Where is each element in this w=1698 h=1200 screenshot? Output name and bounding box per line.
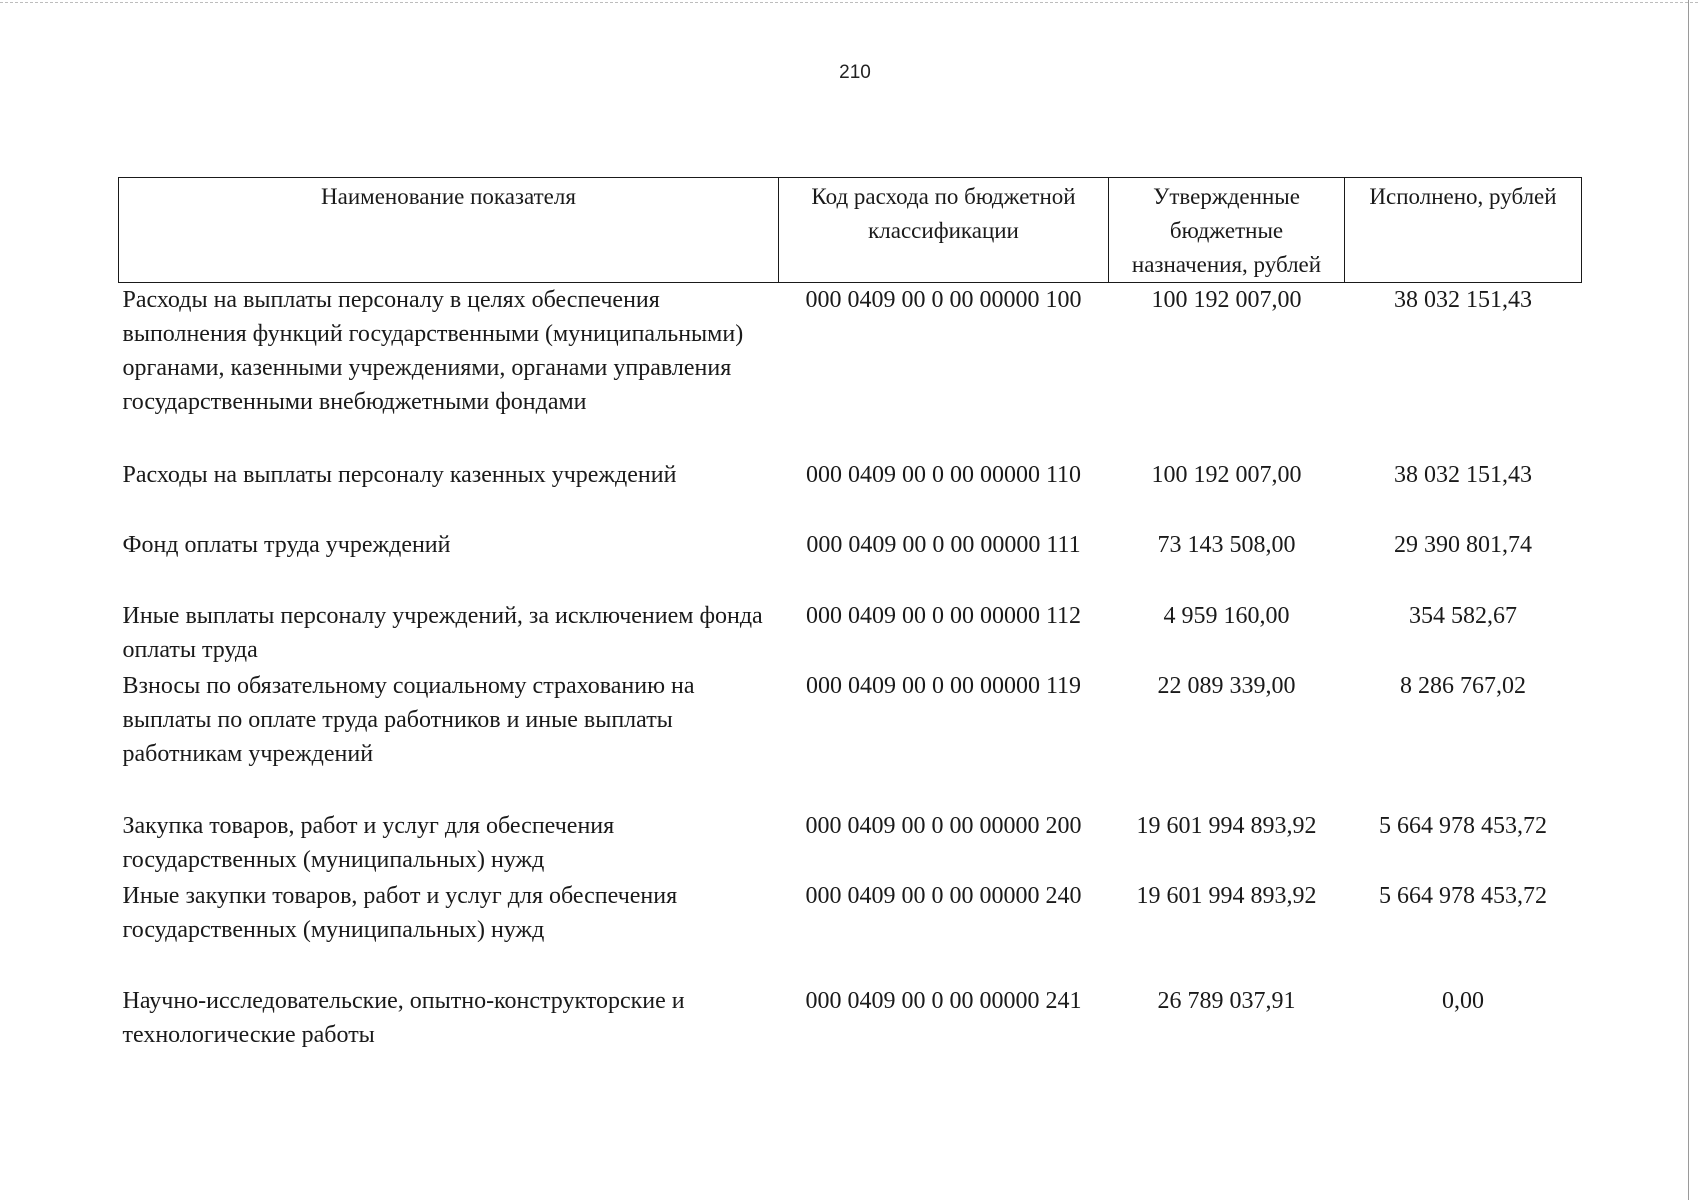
budget-code: 000 0409 00 0 00 00000 100 [805,287,1082,313]
indicator-name: Иные закупки товаров, работ и услуг для обеспечения государственных (муниципальных) нужд [122,882,678,943]
indicator-name: Иные выплаты персоналу учреждений, за исключением фонда оплаты труда [122,602,763,663]
table-row [119,458,1582,528]
header-budget-code: Код расхода по бюджетной классификации [779,178,1109,283]
indicator-name: Расходы на выплаты персоналу казенных учреждений [122,461,677,488]
header-approved-amount: Утвержденные бюджетные назначения, рублей [1109,178,1345,283]
executed-amount: 354 582,67 [1409,602,1517,629]
executed-amount: 5 664 978 453,72 [1379,882,1547,909]
budget-code: 000 0409 00 0 00 00000 119 [805,672,1082,699]
table-row [119,599,1582,669]
approved-amount: 100 192 007,00 [1151,287,1302,313]
approved-amount: 100 192 007,00 [1151,461,1302,488]
approved-amount: 4 959 160,00 [1163,602,1290,629]
page-number: 210 [839,62,871,83]
budget-code: 000 0409 00 0 00 00000 241 [805,987,1082,1014]
executed-amount: 8 286 767,02 [1400,672,1526,699]
executed-amount: 38 032 151,43 [1394,461,1532,488]
approved-amount: 26 789 037,91 [1157,987,1296,1014]
table-body [119,283,1582,1054]
executed-amount: 29 390 801,74 [1394,531,1532,558]
indicator-name: Фонд оплаты труда учреждений [122,531,451,558]
budget-code: 000 0409 00 0 00 00000 110 [805,461,1082,488]
scan-edge-top [0,2,1698,3]
budget-code: 000 0409 00 0 00 00000 111 [806,531,1081,558]
budget-code: 000 0409 00 0 00 00000 112 [805,602,1082,629]
header-executed-amount: Исполнено, рублей [1345,178,1582,283]
approved-amount: 19 601 994 893,92 [1136,882,1317,909]
header-row [119,178,1582,283]
expenditure-table [118,177,1582,1054]
header-indicator-name: Наименование показателя [119,178,779,283]
executed-amount: 5 664 978 453,72 [1379,812,1547,839]
scan-edge-right [1688,0,1689,1200]
budget-code: 000 0409 00 0 00 00000 240 [805,882,1082,909]
approved-amount: 19 601 994 893,92 [1136,812,1317,839]
table-row [119,879,1582,984]
indicator-name: Закупка товаров, работ и услуг для обеспечения государственных (муниципальных) нужд [122,812,615,873]
budget-code: 000 0409 00 0 00 00000 200 [805,812,1082,839]
table-row [119,669,1582,809]
approved-amount: 22 089 339,00 [1157,672,1296,699]
indicator-name: Взносы по обязательному социальному страхованию на выплаты по оплате труда работников и иные выплаты работникам учреждений [122,672,695,767]
approved-amount: 73 143 508,00 [1157,531,1296,558]
table-header [119,178,1582,283]
executed-amount: 38 032 151,43 [1394,287,1532,313]
table-row [119,984,1582,1054]
executed-amount: 0,00 [1442,987,1484,1014]
table-row [119,528,1582,599]
indicator-name: Научно-исследовательские, опытно-конструкторские и технологические работы [122,987,685,1048]
table-row [119,809,1582,879]
indicator-name: Расходы на выплаты персоналу в целях обеспечения выполнения функций государственными (муниципальными) органами, казенными учреждениями, органами управления государственными внебюджетными фондами [122,287,744,415]
table-row [119,283,1582,458]
